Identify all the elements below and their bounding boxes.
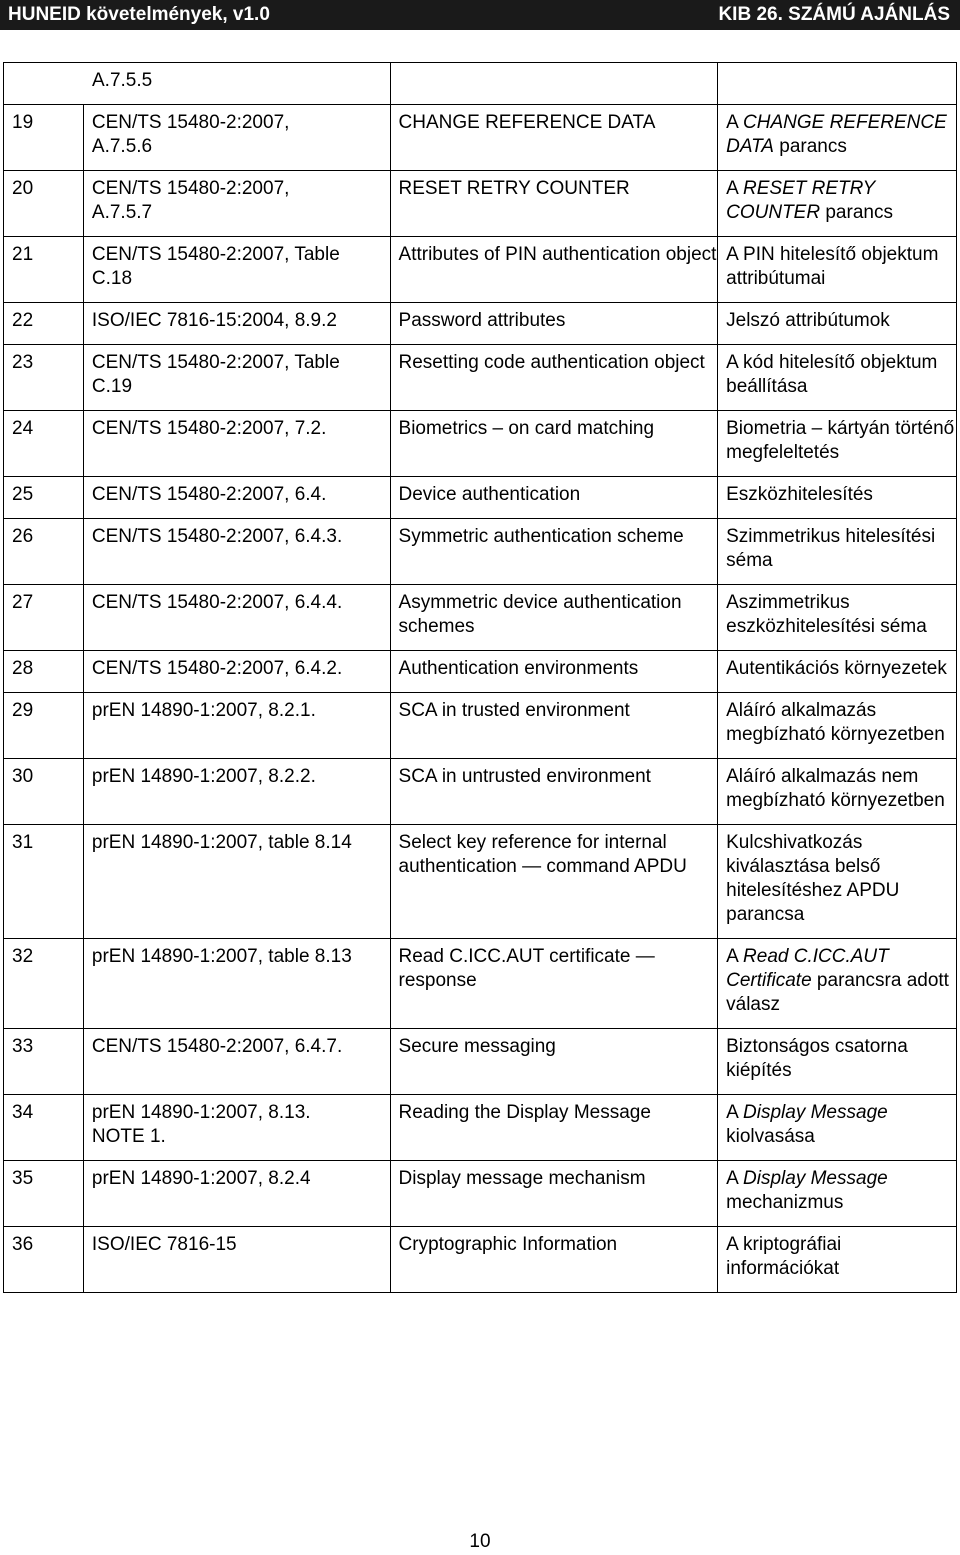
row-reference — [83, 519, 390, 585]
hungarian-suffix: kiolvasása — [726, 1126, 815, 1147]
row-number: 33 — [4, 1029, 84, 1095]
hungarian-prefix: A — [726, 946, 744, 967]
reference-line: ISO/IEC 7816-15:2004, 8.9.2 — [91, 310, 337, 331]
row-hungarian-title: Jelszó attribútumok — [718, 303, 957, 345]
row-reference — [83, 303, 390, 345]
table-row — [4, 939, 957, 1029]
hungarian-prefix: A — [726, 178, 744, 199]
hungarian-suffix: parancs — [773, 136, 847, 157]
row-reference — [83, 345, 390, 411]
reference-line: prEN 14890-1:2007, 8.13. — [91, 1102, 311, 1123]
row-number: 20 — [4, 171, 84, 237]
row-reference — [83, 759, 390, 825]
reference-line: CEN/TS 15480-2:2007, Table — [91, 244, 340, 265]
row-number: 31 — [4, 825, 84, 939]
reference-line: CEN/TS 15480-2:2007, 6.4.3. — [91, 526, 343, 547]
row-hungarian-title: A kód hitelesítő objektum beállítása — [718, 345, 957, 411]
row-reference — [83, 411, 390, 477]
row-english-title: Select key reference for internal authentication — command APDU — [390, 825, 718, 939]
table-row — [4, 1161, 957, 1227]
row-hungarian-title — [718, 105, 957, 171]
hungarian-prefix: A — [726, 112, 744, 133]
row-english-title: Biometrics – on card matching — [390, 411, 718, 477]
row-reference — [83, 1095, 390, 1161]
command-name: RESET RETRY COUNTER — [726, 178, 876, 223]
row-hungarian-title: Aláíró alkalmazás nem megbízható környezetben — [718, 759, 957, 825]
hungarian-prefix: A — [726, 1168, 744, 1189]
row-english-title: Display message mechanism — [390, 1161, 718, 1227]
table-row — [4, 825, 957, 939]
table-row — [4, 1095, 957, 1161]
row-english-title: Reading the Display Message — [390, 1095, 718, 1161]
command-name: Display Message — [743, 1168, 888, 1189]
reference-line: CEN/TS 15480-2:2007, Table — [91, 352, 340, 373]
reference-line: CEN/TS 15480-2:2007, 6.4. — [91, 484, 327, 505]
row-english-title: CHANGE REFERENCE DATA — [390, 105, 718, 171]
row-number: 30 — [4, 759, 84, 825]
reference-line: NOTE 1. — [91, 1126, 166, 1147]
row-reference — [83, 105, 390, 171]
reference-line: CEN/TS 15480-2:2007, 6.4.4. — [91, 592, 343, 613]
row-reference — [83, 651, 390, 693]
row-english-title: SCA in trusted environment — [390, 693, 718, 759]
row-english-title: Password attributes — [390, 303, 718, 345]
command-name: Display Message — [743, 1102, 888, 1123]
row-hungarian-title: Eszközhitelesítés — [718, 477, 957, 519]
row-number: 35 — [4, 1161, 84, 1227]
table-row — [4, 237, 957, 303]
reference-line: A.7.5.6 — [91, 136, 153, 157]
table-row — [4, 105, 957, 171]
hungarian-suffix: parancs — [820, 202, 893, 223]
row-number: 27 — [4, 585, 84, 651]
table-row — [4, 585, 957, 651]
table-row — [4, 171, 957, 237]
row-hungarian-title — [718, 171, 957, 237]
row-number: 32 — [4, 939, 84, 1029]
row-reference — [4, 63, 391, 105]
table-row — [4, 693, 957, 759]
command-name: CHANGE REFERENCE DATA — [726, 112, 947, 157]
command-name: Read C.ICC.AUT Certificate — [726, 946, 889, 991]
reference-line: prEN 14890-1:2007, table 8.13 — [91, 946, 352, 967]
row-reference — [83, 693, 390, 759]
row-number: 23 — [4, 345, 84, 411]
table-row — [4, 1227, 957, 1293]
row-english-title: SCA in untrusted environment — [390, 759, 718, 825]
row-hungarian-title: A kriptográfiai információkat — [718, 1227, 957, 1293]
reference-line: prEN 14890-1:2007, 8.2.4 — [91, 1168, 311, 1189]
row-hungarian-title: Biometria – kártyán történő megfeleltetés — [718, 411, 957, 477]
table-row — [4, 303, 957, 345]
document-header — [0, 0, 960, 30]
row-number: 22 — [4, 303, 84, 345]
reference-line: C.18 — [91, 268, 133, 289]
row-hungarian-title — [718, 63, 957, 105]
row-number: 34 — [4, 1095, 84, 1161]
row-english-title: Asymmetric device authentication schemes — [390, 585, 718, 651]
table-row — [4, 519, 957, 585]
table-row — [4, 63, 957, 105]
row-number: 28 — [4, 651, 84, 693]
reference-line: prEN 14890-1:2007, 8.2.1. — [91, 700, 316, 721]
row-number: 21 — [4, 237, 84, 303]
row-english-title: Cryptographic Information — [390, 1227, 718, 1293]
row-reference — [83, 825, 390, 939]
row-hungarian-title: Biztonságos csatorna kiépítés — [718, 1029, 957, 1095]
hungarian-suffix: mechanizmus — [726, 1192, 844, 1213]
reference-line: C.19 — [91, 376, 133, 397]
reference-line: CEN/TS 15480-2:2007, 6.4.2. — [91, 658, 343, 679]
reference-line: CEN/TS 15480-2:2007, — [91, 112, 290, 133]
reference-line: prEN 14890-1:2007, 8.2.2. — [91, 766, 316, 787]
row-hungarian-title: Kulcshivatkozás kiválasztása belső hitelesítéshez APDU parancsa — [718, 825, 957, 939]
row-hungarian-title — [718, 1161, 957, 1227]
row-hungarian-title: Aszimmetrikus eszközhitelesítési séma — [718, 585, 957, 651]
table-row — [4, 759, 957, 825]
row-hungarian-title: A PIN hitelesítő objektum attribútumai — [718, 237, 957, 303]
page-number: 10 — [469, 1531, 491, 1552]
table-row — [4, 477, 957, 519]
row-hungarian-title — [718, 1095, 957, 1161]
row-reference — [83, 237, 390, 303]
table-row — [4, 345, 957, 411]
recommendation-title: KIB 26. SZÁMÚ AJÁNLÁS — [718, 4, 950, 25]
row-reference — [83, 1029, 390, 1095]
row-reference — [83, 585, 390, 651]
row-english-title: Attributes of PIN authentication object — [390, 237, 718, 303]
row-english-title: Secure messaging — [390, 1029, 718, 1095]
row-english-title: Authentication environments — [390, 651, 718, 693]
row-reference — [83, 1227, 390, 1293]
requirements-table — [3, 62, 957, 1293]
row-hungarian-title — [718, 939, 957, 1029]
reference-line: prEN 14890-1:2007, table 8.14 — [91, 832, 352, 853]
row-number: 26 — [4, 519, 84, 585]
row-reference — [83, 1161, 390, 1227]
row-hungarian-title: Aláíró alkalmazás megbízható környezetben — [718, 693, 957, 759]
row-number: 24 — [4, 411, 84, 477]
row-english-title: Device authentication — [390, 477, 718, 519]
row-number: 25 — [4, 477, 84, 519]
table-row — [4, 651, 957, 693]
row-english-title: Resetting code authentication object — [390, 345, 718, 411]
row-hungarian-title: Autentikációs környezetek — [718, 651, 957, 693]
row-english-title: Read C.ICC.AUT certificate — response — [390, 939, 718, 1029]
reference-line: A.7.5.5 — [92, 70, 153, 91]
row-reference — [83, 939, 390, 1029]
row-number: 36 — [4, 1227, 84, 1293]
row-reference — [83, 171, 390, 237]
row-number: 19 — [4, 105, 84, 171]
reference-line: CEN/TS 15480-2:2007, 6.4.7. — [91, 1036, 343, 1057]
document-title: HUNEID követelmények, v1.0 — [8, 4, 270, 25]
row-english-title: RESET RETRY COUNTER — [390, 171, 718, 237]
reference-line: A.7.5.7 — [91, 202, 153, 223]
hungarian-prefix: A — [726, 1102, 744, 1123]
table-row — [4, 1029, 957, 1095]
row-hungarian-title: Szimmetrikus hitelesítési séma — [718, 519, 957, 585]
row-reference — [83, 477, 390, 519]
requirements-table-body — [4, 63, 957, 1293]
reference-line: ISO/IEC 7816-15 — [91, 1234, 237, 1255]
row-english-title: Symmetric authentication scheme — [390, 519, 718, 585]
row-number: 29 — [4, 693, 84, 759]
reference-line: CEN/TS 15480-2:2007, — [91, 178, 290, 199]
hungarian-suffix: parancsra adott válasz — [726, 970, 949, 1015]
reference-line: CEN/TS 15480-2:2007, 7.2. — [91, 418, 327, 439]
table-row — [4, 411, 957, 477]
row-english-title — [390, 63, 718, 105]
